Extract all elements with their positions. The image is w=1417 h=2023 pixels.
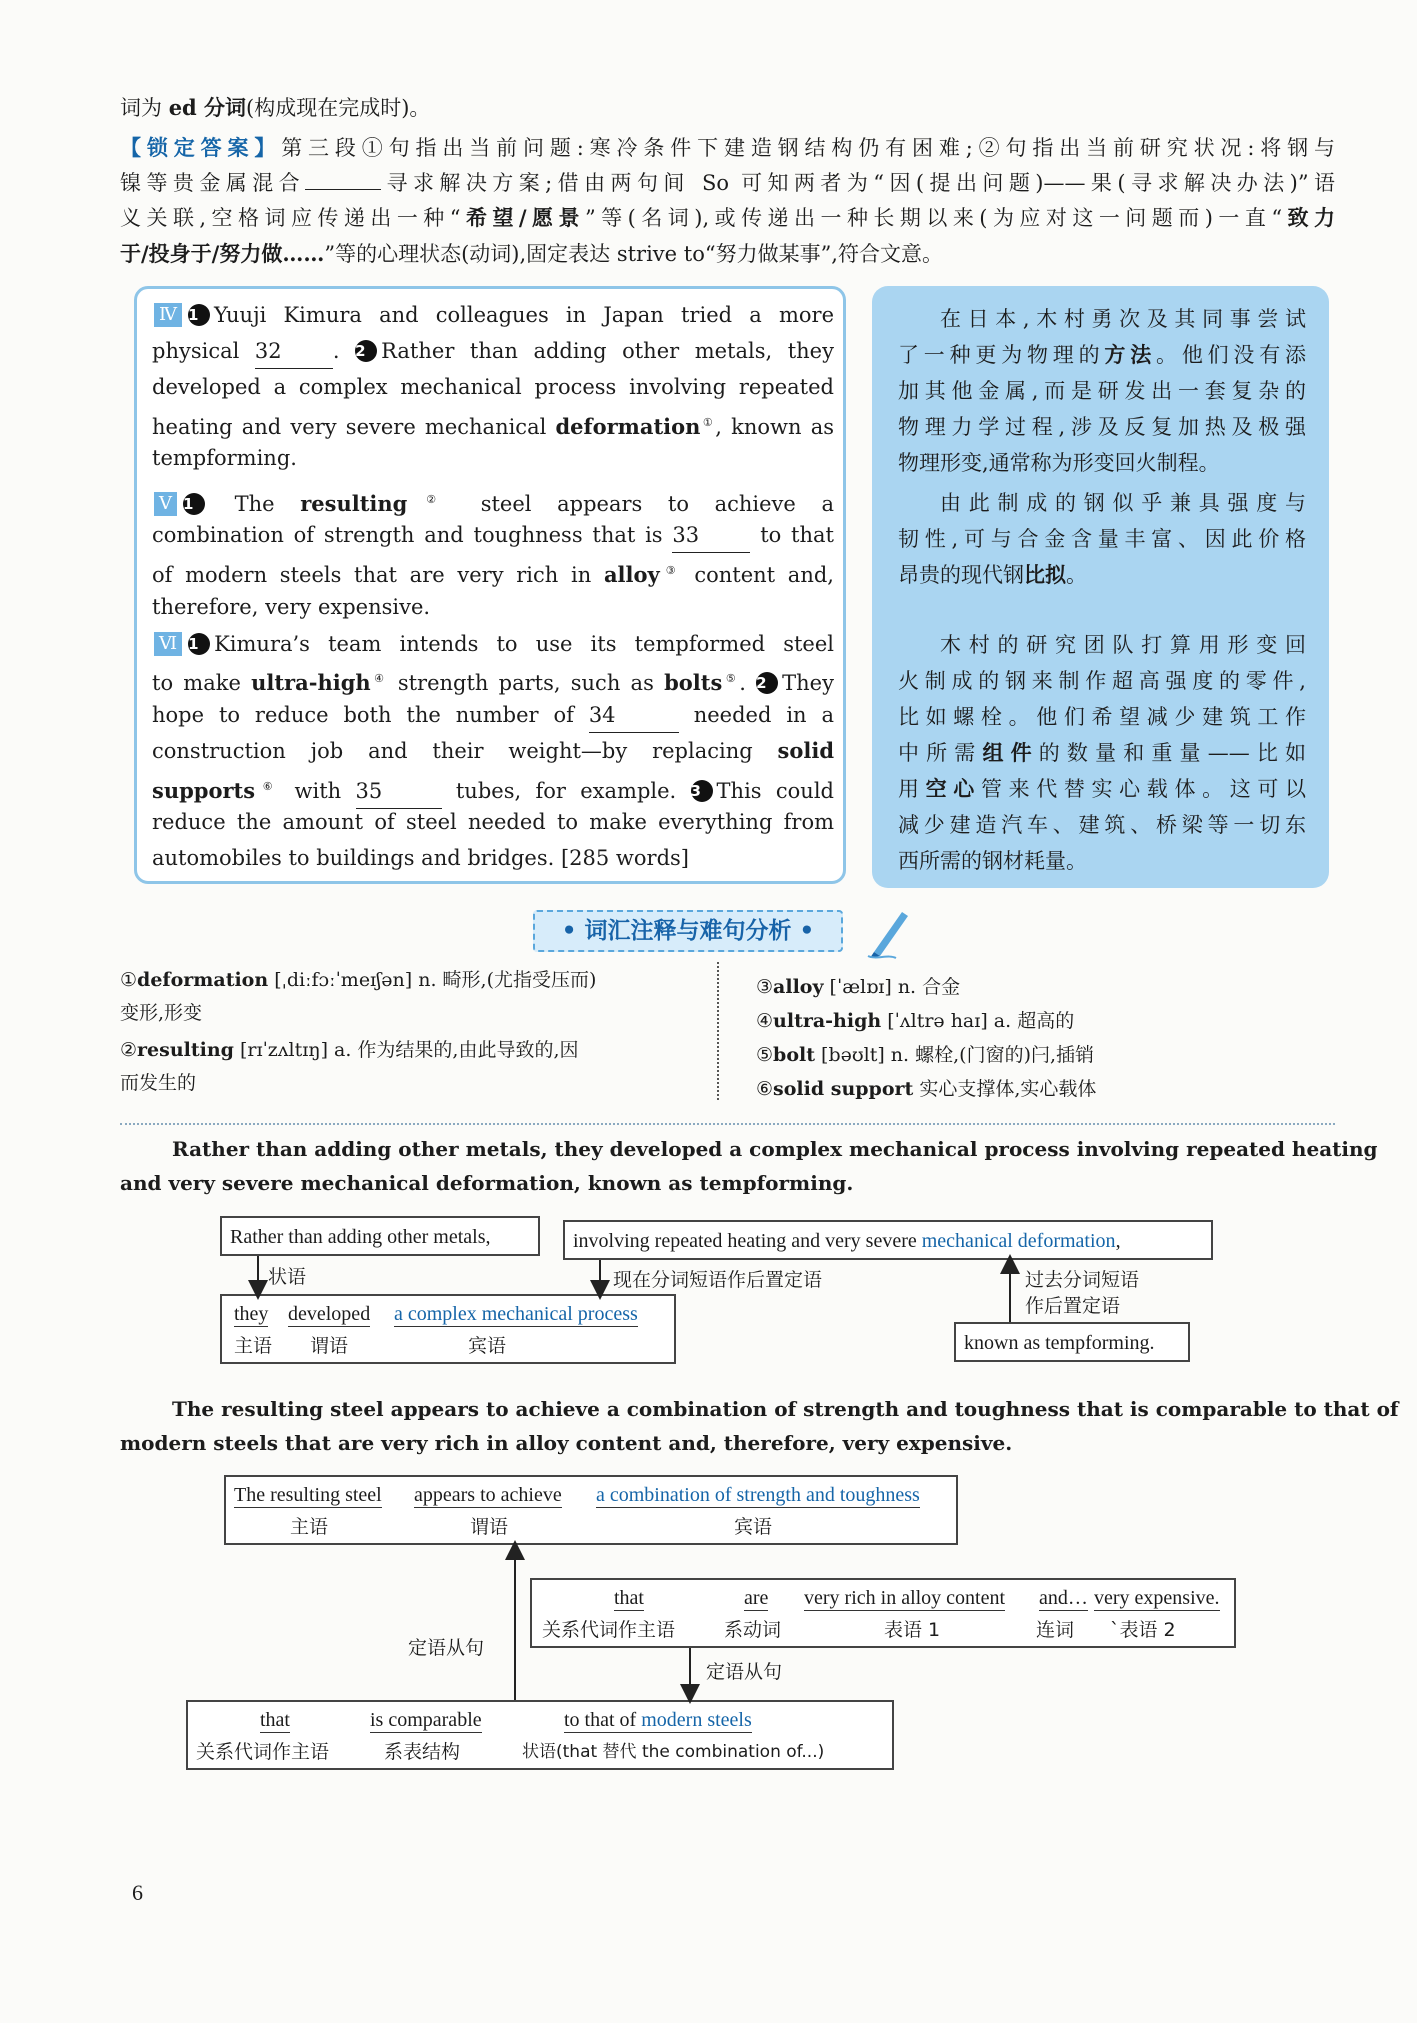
translation-line: 物理形变,通常称为形变回火制程。	[898, 451, 1220, 475]
passage-p5-line4: therefore, very expensive.	[152, 595, 431, 619]
translation-line: 了一种更为物理的方法。他们没有添	[898, 342, 1307, 367]
translation-line: 由此制成的钢似乎兼具强度与	[940, 491, 1306, 515]
vocab-section-header: • 词汇注释与难句分析 •	[533, 910, 843, 952]
passage-p4-line1: Ⅳ 1 Yuuji Kimura and colleagues in Japan tried a more	[204, 298, 834, 332]
passage-p6-line6: reduce the amount of steel needed to make everything from	[152, 810, 834, 834]
passage-p4-line5: tempforming.	[152, 446, 297, 470]
translation-line: 木村的研究团队打算用形变回	[940, 633, 1306, 657]
translation-line: 加其他金属,而是研发出一套复杂的	[898, 379, 1306, 403]
vocab-entry-3: ③alloy [ˈælɒɪ] n. 合金	[756, 976, 961, 998]
diagram-box-present-participle: involving repeated heating and very severe mechanical deformation,	[563, 1220, 1213, 1260]
label-attributive-clause-2: 定语从句	[706, 1661, 783, 1683]
paragraph-marker-6: Ⅵ	[154, 632, 182, 656]
label-past-participle-2: 作后置定语	[1025, 1295, 1121, 1317]
translation-line: 韧性,可与合金含量丰富、因此价格	[898, 527, 1306, 551]
translation-line: 物理力学过程,涉及反复加热及极强	[898, 415, 1306, 439]
analysis-sentence-2-line1: The resulting steel appears to achieve a combination of strength and toughness that is comparable to that of	[172, 1397, 1399, 1421]
translation-line: 在日本,木村勇次及其同事尝试	[940, 307, 1306, 331]
label-past-participle: 过去分词短语	[1025, 1269, 1140, 1291]
top-line-5: 于/投身于/努力做……”等的心理状态(动词),固定表达 strive to“努力做某事”,符合文意。	[120, 241, 943, 266]
sentence-number-icon: 2	[756, 672, 778, 694]
translation-line: 用空心管来代替实心载体。这可以	[898, 776, 1307, 801]
diagram-box-main-clause: they developed a complex mechanical process 主语 谓语 宾语	[220, 1294, 676, 1364]
passage-p6-line3: hope to reduce both the number of 34 needed in a	[152, 698, 834, 733]
passage-p4-line2: physical 32 . 2 Rather than adding other metals, they	[152, 334, 834, 369]
translation-line: 火制成的钢来制作超高强度的零件,	[898, 669, 1306, 693]
sentence-number-icon: 1	[188, 633, 210, 655]
passage-p6-line4: construction job and their weight—by replacing solid	[152, 738, 834, 763]
vocab-entry-1-cont: 变形,形变	[120, 1002, 203, 1024]
paragraph-marker-5: Ⅴ	[154, 492, 177, 516]
sentence-number-icon: 3	[691, 780, 713, 802]
translation-line: 昂贵的现代钢比拟。	[898, 562, 1087, 587]
vocab-entry-6: ⑥solid support 实心支撑体,实心载体	[756, 1078, 1097, 1100]
blank-32[interactable]: 32	[255, 334, 333, 369]
sentence-number-icon: 1	[183, 493, 205, 515]
passage-p4-line3: developed a complex mechanical process involving repeated	[152, 375, 834, 399]
passage-p4-line4: heating and very severe mechanical deformation①, known as	[152, 414, 834, 439]
label-present-participle: 现在分词短语作后置定语	[613, 1269, 823, 1291]
diagram-box-past-participle: known as tempforming.	[954, 1322, 1190, 1362]
vocab-entry-2: ②resulting [rɪˈzʌltɪŋ] a. 作为结果的,由此导致的,因	[120, 1039, 579, 1061]
sentence-number-icon: 2	[355, 340, 377, 362]
passage-p6-line5: supports⑥ with 35 tubes, for example. 3 This could	[152, 770, 834, 809]
translation-line: 比如螺栓。他们希望减少建筑工作	[898, 705, 1306, 729]
label-attributive-clause-1: 定语从句	[408, 1637, 485, 1659]
passage-p5-line3: of modern steels that are very rich in alloy③ content and,	[152, 562, 834, 587]
label-adverbial: 状语	[268, 1266, 307, 1288]
top-line-2: 【锁定答案】第三段①句指出当前问题:寒冷条件下建造钢结构仍有困难;②句指出当前研究状况:将钢与	[120, 135, 1335, 160]
analysis-sentence-2-line2: modern steels that are very rich in alloy content and, therefore, very expensive.	[120, 1431, 1013, 1455]
translation-line: 中所需组件的数量和重量——比如	[898, 740, 1307, 765]
diagram-box-relative-clause-1: that are very rich in alloy content and… very expensive. 关系代词作主语 系动词 表语 1 连词 `表语 2	[530, 1578, 1236, 1648]
diagram-box-adverbial: Rather than adding other metals,	[220, 1216, 540, 1256]
top-line-3: 镍等贵金属混合 寻求解决方案;借由两句间 So 可知两者为“因(提出问题)——果(寻求解决办法)”语	[120, 171, 1336, 195]
top-line-1: 词为 ed 分词(构成现在完成时)。	[120, 95, 431, 120]
blank-33[interactable]: 33	[672, 518, 750, 553]
passage-p6-line1: Ⅵ 1 Kimura’s team intends to use its tempformed steel	[204, 627, 834, 661]
translation-line: 减少建造汽车、建筑、桥梁等一切东	[898, 813, 1306, 837]
analysis-sentence-1-line2: and very severe mechanical deformation, known as tempforming.	[120, 1171, 854, 1195]
answer-tag: 【锁定答案】	[120, 135, 282, 160]
passage-p5-line1: Ⅴ 1 The resulting② steel appears to achieve a	[204, 483, 834, 521]
passage-p5-line2: combination of strength and toughness that is 33 to that	[152, 518, 834, 553]
translation-line: 西所需的钢材耗量。	[898, 849, 1087, 873]
vocab-entry-2-cont: 而发生的	[120, 1072, 197, 1094]
diagram-box-relative-clause-2: that is comparable to that of modern steels 关系代词作主语 系表结构 状语(that 替代 the combination of...)	[186, 1700, 894, 1770]
blank-34[interactable]: 34	[589, 698, 679, 733]
vocab-entry-1: ①deformation [ˌdiːfɔːˈmeɪʃən] n. 畸形,(尤指受压而)	[120, 969, 597, 991]
vocab-entry-4: ④ultra-high [ˈʌltrə haɪ] a. 超高的	[756, 1010, 1075, 1032]
top-line-4: 义关联,空格词应传递出一种“希望/愿景”等(名词),或传递出一种长期以来(为应对这一问题而)一直“致力	[120, 205, 1336, 230]
page-number: 6	[132, 1880, 143, 1905]
passage-p6-line7: automobiles to buildings and bridges. [285 words]	[152, 846, 689, 870]
passage-p6-line2: to make ultra-high④ strength parts, such as bolts⑤. 2 They	[152, 670, 834, 695]
vocab-entry-5: ⑤bolt [bəʊlt] n. 螺栓,(门窗的)闩,插销	[756, 1044, 1095, 1066]
paragraph-marker-4: Ⅳ	[154, 303, 182, 327]
analysis-sentence-1-line1: Rather than adding other metals, they developed a complex mechanical process involving repeated heating	[172, 1137, 1378, 1161]
diagram-box-main-clause-2: The resulting steel appears to achieve a combination of strength and toughness 主语 谓语 宾语	[224, 1475, 958, 1545]
sentence-number-icon: 1	[188, 304, 210, 326]
blank-35[interactable]: 35	[356, 774, 442, 809]
